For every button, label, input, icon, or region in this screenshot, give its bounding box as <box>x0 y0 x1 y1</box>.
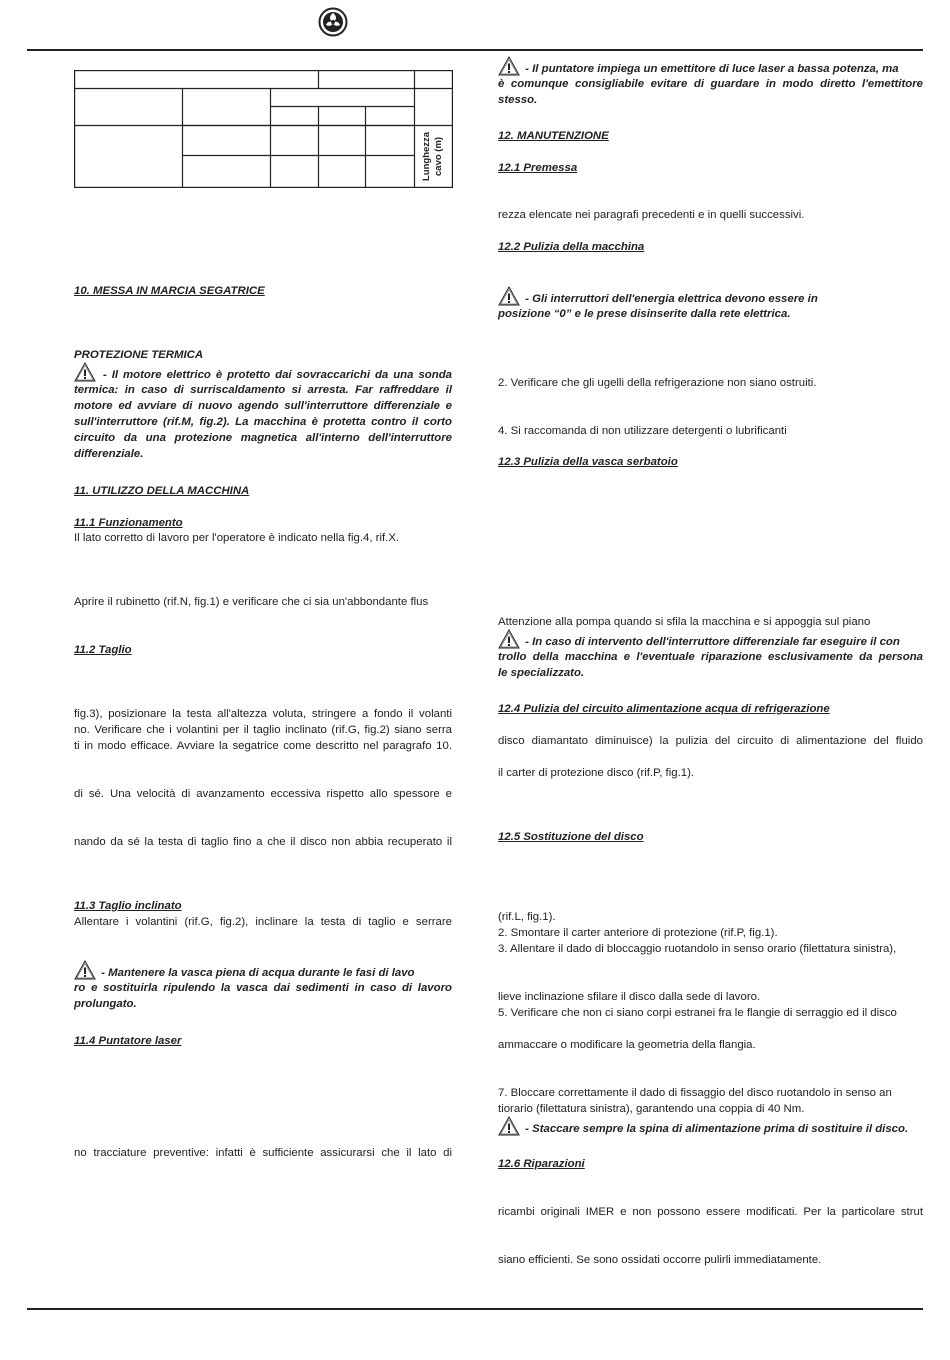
table-vertical-header <box>416 126 450 184</box>
paragraph-12-5b <box>498 989 923 1021</box>
paragraph-12-5a <box>498 909 923 957</box>
paragraph-11-3: Allentare i volantini (rif.G, fig.2), inclinare la testa di taglio e serrare <box>74 916 452 928</box>
warning-line: prolungato. <box>74 998 137 1010</box>
warning-unplug: - Staccare sempre la spina di alimentazione prima di sostituire il disco. <box>498 1116 923 1136</box>
paragraph-11-1b: Aprire il rubinetto (rif.N, fig.1) e verificare che ci sia un'abbondante flus <box>74 596 429 608</box>
text-line: no. Verificare che i volantini per il taglio inclinato (rif.G, fig.2) siano serra <box>74 724 452 736</box>
paragraph-12-2a: 2. Verificare che gli ugelli della refrigerazione non siano ostruiti. <box>498 377 817 389</box>
warning-line: stesso. <box>498 94 538 106</box>
paragraph-12-3: Attenzione alla pompa quando si sfila la macchina e si appoggia sul piano <box>498 616 871 628</box>
warning-line: sull'interruttore (rif.M, fig.2). La macchina è protetta contro il corto <box>74 416 452 428</box>
header-rule <box>27 49 923 51</box>
paragraph-12-1: rezza elencate nei paragrafi precedenti e in quelli successivi. <box>498 209 805 221</box>
paragraph-12-5c: ammaccare o modificare la geometria della flangia. <box>498 1039 756 1051</box>
heading-12-1: 12.1 Premessa <box>498 162 578 174</box>
paragraph-11-2 <box>74 706 452 754</box>
heading-12-3: 12.3 Pulizia della vasca serbatoio <box>498 456 678 468</box>
paragraph-12-4b: il carter di protezione disco (rif.P, fig.1). <box>498 767 695 779</box>
text-line: lieve inclinazione sfilare il disco dalla sede di lavoro. <box>498 991 761 1003</box>
heading-11: 11. UTILIZZO DELLA MACCHINA <box>74 485 250 497</box>
paragraph-12-5d <box>498 1085 923 1117</box>
warning-line: termica: in caso di surriscaldamento si arresta. Far raffreddare il <box>74 384 452 396</box>
heading-11-4: 11.4 Puntatore laser <box>74 1035 182 1047</box>
heading-11-1: 11.1 Funzionamento <box>74 517 183 529</box>
cable-table <box>74 70 453 188</box>
footer-rule <box>27 1308 923 1310</box>
warning-laser: - Il puntatore impiega un emettitore di luce laser a bassa potenza, ma è comunque consigliabile evitare di guardare in modo diretto l'emettitore stesso. <box>498 56 923 108</box>
warning-line: motore ed avviare di nuovo agendo sull'interruttore differenziale e <box>74 400 452 412</box>
paragraph-11-2c: nando da sé la testa di taglio fino a che il disco non abbia recuperato il <box>74 836 452 848</box>
warning-line: le specializzato. <box>498 667 585 679</box>
vertical-header-line2: cavo (m) <box>433 136 444 176</box>
text-line: 2. Smontare il carter anteriore di protezione (rif.P, fig.1). <box>498 927 778 939</box>
warning-icon <box>498 629 520 649</box>
heading-protezione-termica: PROTEZIONE TERMICA <box>74 349 204 361</box>
text-line: 5. Verificare che non ci siano corpi estranei fra le flangie di serraggio ed il disco <box>498 1007 897 1019</box>
warning-line: è comunque consigliabile evitare di guardare in modo diretto l'emettitore <box>498 78 923 90</box>
warning-differential: - In caso di intervento dell'interruttore differenziale far eseguire il con trollo della macchina e l'eventuale riparazione esclusivamente da persona le specializzato. <box>498 629 923 681</box>
paragraph-12-6a: ricambi originali IMER e non possono essere modificati. Per la particolare strut <box>498 1206 923 1218</box>
paragraph-12-4a: disco diamantato diminuisce) la pulizia del circuito di alimentazione del fluido <box>498 735 923 747</box>
warning-line: trollo della macchina e l'eventuale riparazione esclusivamente da persona <box>498 651 923 663</box>
warning-thermal: - Il motore elettrico è protetto dai sovraccarichi da una sonda termica: in caso di surriscaldamento si arresta. Far raffreddare il motore ed avviare di nuovo agendo sull'interruttore differenziale e sull'interruttore (rif.M, fig.2). La macchina è protetta contro il corto circuito da una protezione magnetica all'interno dell'interruttore differenziale. <box>74 362 452 462</box>
paragraph-11-2b: di sé. Una velocità di avanzamento eccessiva rispetto allo spessore e <box>74 788 452 800</box>
text-line: tiorario (filettatura sinistra), garantendo una coppia di 40 Nm. <box>498 1103 805 1115</box>
warning-line: posizione “0” e le prese disinserite dalla rete elettrica. <box>498 308 791 320</box>
heading-10: 10. MESSA IN MARCIA SEGATRICE <box>74 285 265 297</box>
warning-icon <box>498 56 520 76</box>
warning-icon <box>74 960 96 980</box>
warning-icon <box>498 1116 520 1136</box>
heading-12-6: 12.6 Riparazioni <box>498 1158 585 1170</box>
text-line: ti in modo efficace. Avviare la segatrice come descritto nel paragrafo 10. <box>74 740 452 752</box>
brand-logo <box>318 7 348 37</box>
warning-line: differenziale. <box>74 448 144 460</box>
paragraph-11-4: no tracciature preventive: infatti è sufficiente assicurarsi che il lato di <box>74 1147 452 1159</box>
warning-electric: - Gli interruttori dell'energia elettrica devono essere in posizione “0” e le prese disinserite dalla rete elettrica. <box>498 286 923 322</box>
paragraph-12-6b: siano efficienti. Se sono ossidati occorre pulirli immediatamente. <box>498 1254 822 1266</box>
warning-line: circuito da una protezione magnetica all'interno dell'interruttore <box>74 432 452 444</box>
text-line: (rif.L, fig.1). <box>498 911 556 923</box>
paragraph-11-1: Il lato corretto di lavoro per l'operatore è indicato nella fig.4, rif.X. <box>74 532 400 544</box>
heading-12-5: 12.5 Sostituzione del disco <box>498 831 644 843</box>
heading-12-2: 12.2 Pulizia della macchina <box>498 241 645 253</box>
text-line: fig.3), posizionare la testa all'altezza voluta, stringere a fondo il volanti <box>74 708 452 720</box>
vertical-header-line1: Lunghezza <box>421 131 432 181</box>
heading-11-3: 11.3 Taglio inclinato <box>74 900 182 912</box>
paragraph-12-2b: 4. Si raccomanda di non utilizzare detergenti o lubrificanti <box>498 425 787 437</box>
heading-11-2: 11.2 Taglio <box>74 644 132 656</box>
warning-icon <box>74 362 96 382</box>
heading-12: 12. MANUTENZIONE <box>498 130 609 142</box>
warning-water-tank: - Mantenere la vasca piena di acqua durante le fasi di lavo ro e sostituirla ripulendo la vasca dai sedimenti in caso di lavoro prolungato. <box>74 960 452 1012</box>
warning-line: ro e sostituirla ripulendo la vasca dai sedimenti in caso di lavoro <box>74 982 452 994</box>
warning-icon <box>498 286 520 306</box>
text-line: 3. Allentare il dado di bloccaggio ruotandolo in senso orario (filettatura sinistra), <box>498 943 897 955</box>
text-line: 7. Bloccare correttamente il dado di fissaggio del disco ruotandolo in senso an <box>498 1087 892 1099</box>
heading-12-4: 12.4 Pulizia del circuito alimentazione acqua di refrigerazione <box>498 703 830 715</box>
